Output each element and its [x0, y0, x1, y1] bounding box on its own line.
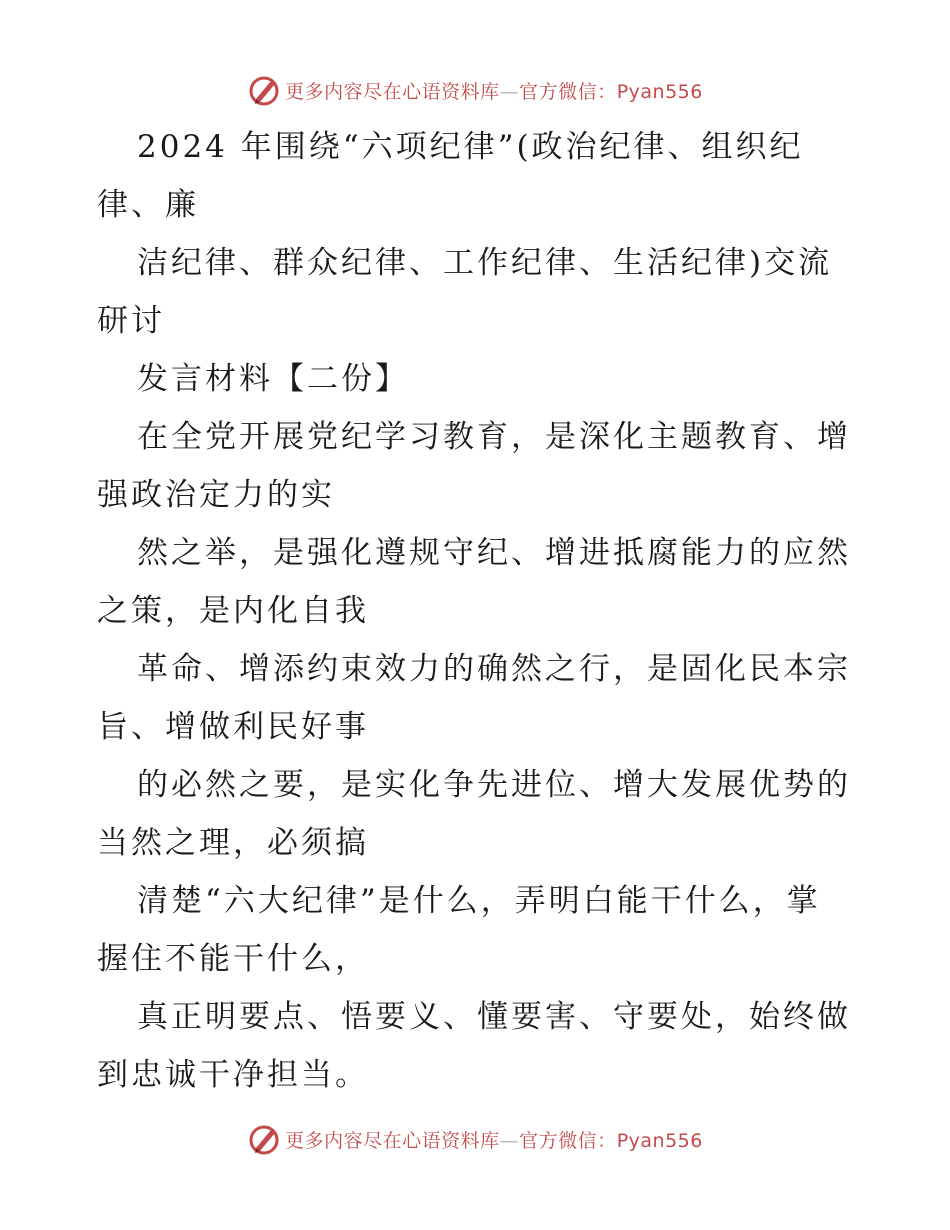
paragraph-line: 到忠诚干净担当。	[97, 1057, 369, 1093]
header-watermark	[0, 70, 950, 110]
paragraph-line: 握住不能干什么，	[97, 941, 369, 977]
paragraph-line: 之策，是内化自我	[97, 593, 369, 629]
watermark-label: 官方微信：	[519, 1129, 617, 1152]
paragraph-line: 在全党开展党纪学习教育，是深化主题教育、增	[137, 419, 851, 455]
paragraph-line: 强政治定力的实	[97, 477, 335, 513]
paragraph-line: 然之举，是强化遵规守纪、增进抵腐能力的应然	[137, 535, 851, 571]
pen-logo-icon	[247, 1122, 281, 1156]
paragraph-line: 旨、增做利民好事	[97, 709, 369, 745]
watermark-brand: 更多内容尽在心语资料库	[285, 80, 500, 103]
paragraph-line: 当然之理，必须搞	[97, 825, 369, 861]
watermark-account: Pyan556	[616, 1129, 703, 1152]
paragraph-line: 清楚“六大纪律”是什么，弄明白能干什么，掌	[137, 883, 821, 919]
watermark-label: 官方微信：	[519, 80, 617, 103]
paragraph-line: 革命、增添约束效力的确然之行，是固化民本宗	[137, 651, 851, 687]
document-body	[97, 118, 857, 1104]
watermark-text	[285, 77, 703, 104]
watermark-text	[285, 1126, 703, 1153]
pen-logo-icon	[247, 73, 281, 107]
paragraph-line: 的必然之要，是实化争先进位、增大发展优势的	[137, 767, 851, 803]
title-line: 2024 年围绕“六项纪律”(政治纪律、组织纪	[137, 129, 804, 165]
title-line: 发言材料【二份】	[137, 361, 409, 397]
watermark-account: Pyan556	[616, 80, 703, 103]
watermark-separator: —	[499, 1129, 520, 1152]
watermark-separator: —	[499, 80, 520, 103]
title-line: 律、廉	[97, 187, 199, 223]
title-line: 洁纪律、群众纪律、工作纪律、生活纪律)交流	[137, 245, 833, 281]
watermark-brand: 更多内容尽在心语资料库	[285, 1129, 500, 1152]
footer-watermark	[0, 1119, 950, 1159]
title-line: 研讨	[97, 303, 165, 339]
paragraph-line: 真正明要点、悟要义、懂要害、守要处，始终做	[137, 999, 851, 1035]
